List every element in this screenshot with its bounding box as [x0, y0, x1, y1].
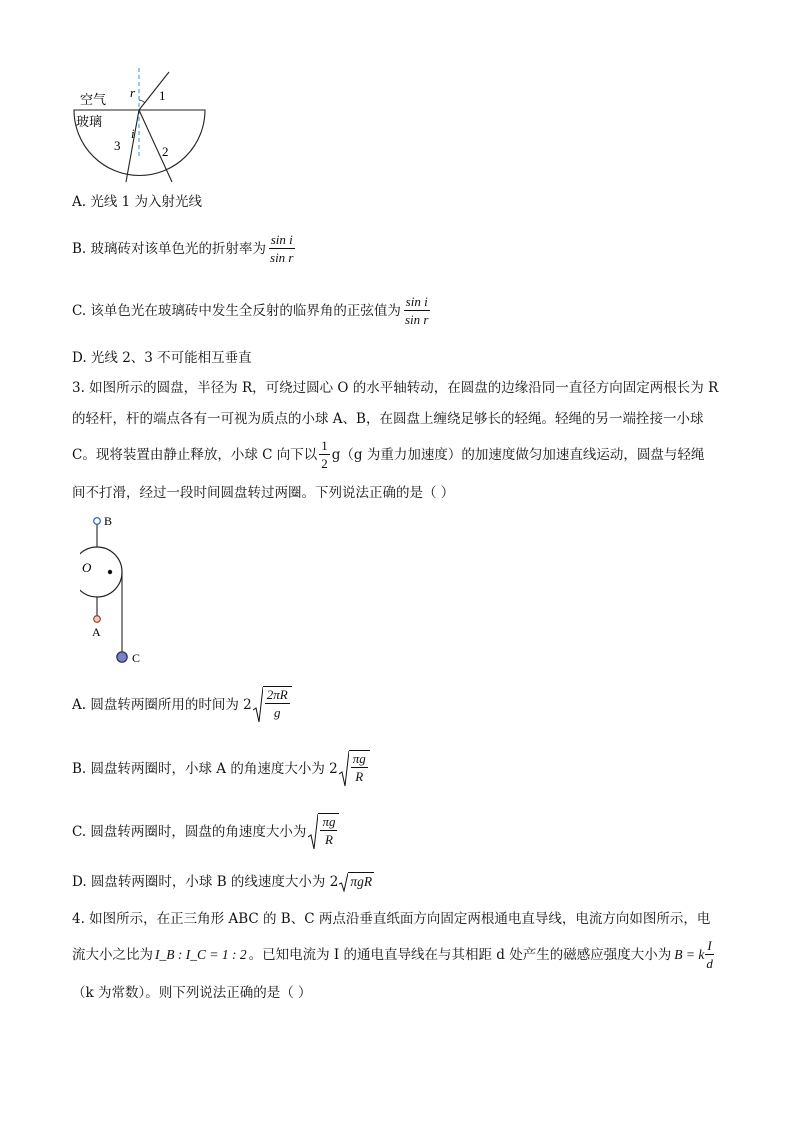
ball-b — [94, 518, 101, 525]
q4-formula-den: d — [706, 956, 713, 971]
q3-option-a-den: g — [273, 705, 281, 720]
q3-stem-line-3 — [72, 438, 704, 471]
center-o-label: O — [82, 560, 92, 575]
q3-option-d — [72, 872, 374, 892]
ball-a-label: A — [92, 625, 101, 639]
q3-option-b-text: B. 圆盘转两圈时，小球 A 的角速度大小为 2 — [72, 761, 338, 777]
q3-option-c-text: C. 圆盘转两圈时，圆盘的角速度大小为 — [72, 824, 307, 840]
q3-stem-line-4: 间不打滑，经过一段时间圆盘转过两圈。下列说法正确的是（ ） — [72, 485, 455, 501]
sqrt-icon — [339, 750, 349, 788]
air-label: 空气 — [80, 92, 107, 107]
q2-option-b — [72, 232, 296, 265]
glass-label: 玻璃 — [76, 114, 103, 129]
q4-formula-fraction — [704, 938, 715, 971]
q2-option-c-text: C. 该单色光在玻璃砖中发生全反射的临界角的正弦值为 — [72, 302, 401, 319]
q3-option-b-radical — [339, 750, 370, 788]
q2-option-b-den: sin r — [270, 250, 294, 265]
q3-option-a-text: A. 圆盘转两圈所用的时间为 2 — [72, 697, 252, 713]
q2-option-c-fraction — [403, 294, 430, 327]
ray-2-label: 2 — [162, 144, 169, 159]
figure-glass-semicircle — [68, 66, 218, 184]
q4-formula: B = k — [674, 946, 705, 962]
disc-center — [108, 570, 112, 574]
q4-current-ratio: I_B : I_C = 1 : 2 — [155, 946, 247, 962]
q4-stem-line-2b: 。已知电流为 I 的通电直导线在与其相距 d 处产生的磁感应强度大小为 — [248, 946, 672, 963]
q2-option-a: A. 光线 1 为入射光线 — [72, 194, 203, 210]
ball-b-label: B — [104, 514, 113, 528]
q3-option-c-den: R — [324, 832, 333, 847]
q4-stem-line-2 — [72, 938, 715, 971]
sqrt-icon — [308, 813, 318, 851]
q2-option-b-num: sin i — [270, 232, 293, 247]
q3-option-b — [72, 750, 370, 788]
q3-option-b-den: R — [355, 769, 364, 784]
q3-stem-line-3b: g（g 为重力加速度）的加速度做匀加速直线运动，圆盘与轻绳 — [331, 446, 705, 463]
ball-a — [94, 616, 101, 623]
q3-half-den: 2 — [321, 456, 328, 471]
q3-option-d-radical — [339, 872, 374, 892]
q4-stem-line-2a: 流大小之比为 — [72, 946, 153, 963]
q3-option-b-num: πg — [352, 751, 366, 766]
q3-stem-line-2: 的轻杆，杆的端点各有一可视为质点的小球 A、B，在圆盘上缠绕足够长的轻绳。轻绳的另一端拴接一小球 — [72, 411, 704, 427]
q2-option-b-fraction — [268, 232, 295, 265]
q3-half-fraction — [319, 438, 330, 471]
q3-option-a-fraction — [263, 686, 292, 724]
q3-option-d-root: πgR — [348, 872, 374, 892]
angle-r-label: r — [130, 85, 136, 100]
q3-option-d-text: D. 圆盘转两圈时，小球 B 的线速度大小为 2 — [72, 874, 339, 890]
ray-3-label: 3 — [114, 138, 121, 153]
ray-1-label: 1 — [159, 88, 166, 103]
sqrt-icon — [339, 872, 348, 892]
figure-disc — [80, 512, 160, 672]
q4-formula-num: I — [707, 938, 712, 953]
q3-option-b-fraction — [349, 750, 370, 788]
q3-option-a-num: 2πR — [266, 687, 288, 702]
q3-option-c-num: πg — [322, 814, 336, 829]
q2-option-b-text: B. 玻璃砖对该单色光的折射率为 — [72, 240, 267, 257]
ray-3 — [126, 110, 139, 182]
q2-option-d: D. 光线 2、3 不可能相互垂直 — [72, 350, 252, 366]
q3-option-a — [72, 686, 292, 724]
angle-r-arc — [139, 100, 145, 103]
q3-stem-line-1: 3. 如图所示的圆盘，半径为 R，可绕过圆心 O 的水平轴转动，在圆盘的边缘沿同一直径方向固定两根长为 R — [72, 380, 719, 396]
q2-option-c-den: sin r — [404, 312, 429, 327]
q4-stem-line-3: （k 为常数）。则下列说法正确的是（ ） — [72, 985, 312, 1001]
q3-half-num: 1 — [321, 438, 328, 453]
q3-option-c-radical — [308, 813, 339, 851]
sqrt-icon — [253, 686, 263, 724]
ball-c — [117, 652, 127, 662]
q2-option-c-num: sin i — [405, 294, 428, 309]
ball-c-label: C — [132, 651, 141, 665]
q3-option-c — [72, 813, 339, 851]
q2-option-c — [72, 294, 430, 327]
q3-stem-line-3a: C。现将装置由静止释放，小球 C 向下以 — [72, 446, 318, 463]
angle-i-label: i — [131, 126, 135, 141]
q3-option-c-fraction — [318, 813, 339, 851]
q4-stem-line-1: 4. 如图所示，在正三角形 ABC 的 B、C 两点沿垂直纸面方向固定两根通电直导线，电流方向如图所示，电 — [72, 911, 711, 927]
q3-option-a-radical — [253, 686, 292, 724]
